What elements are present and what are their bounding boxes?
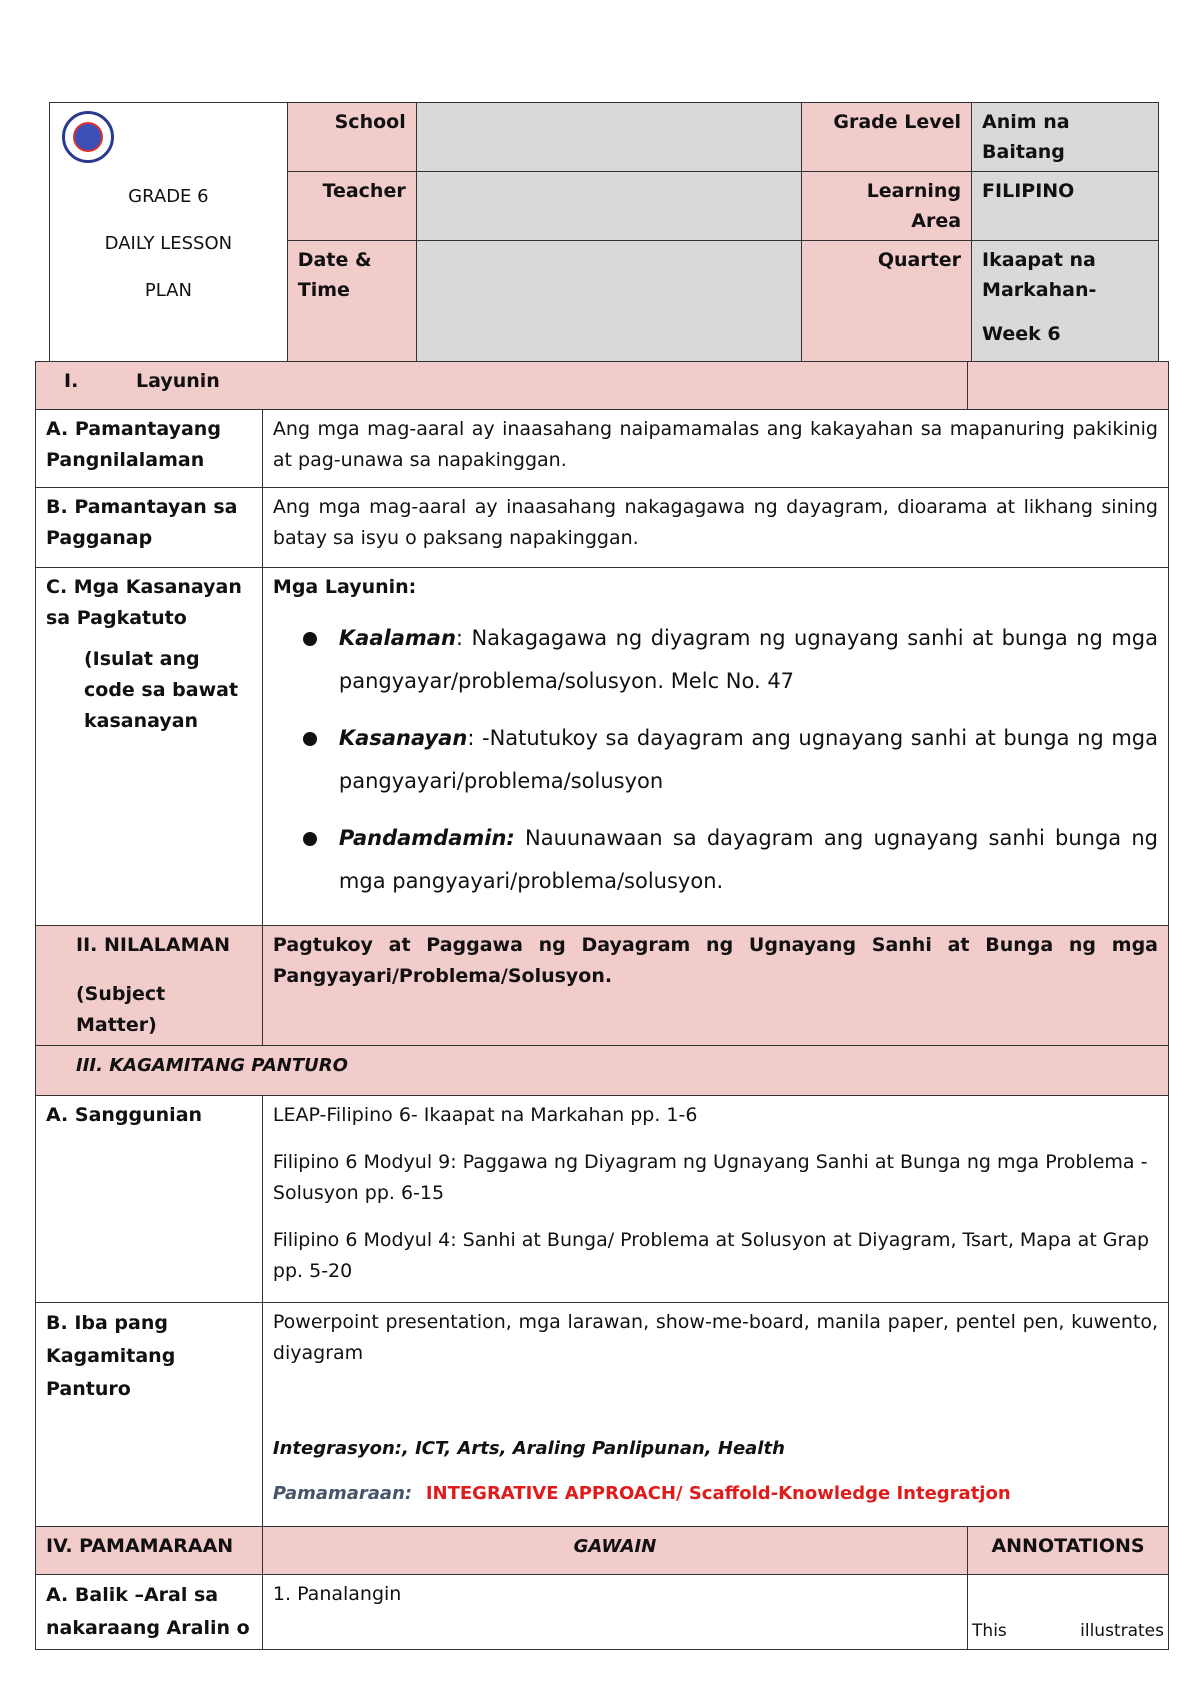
nilalaman-label-1: II. NILALAMAN xyxy=(76,934,231,956)
objective-item xyxy=(303,617,1158,703)
reference-item: Filipino 6 Modyul 4: Sanhi at Bunga/ Problema at Solusyon at Diyagram, Tsart, Mapa at Grap pp. 5-20 xyxy=(272,1229,1150,1282)
layunin-title: Layunin xyxy=(136,370,220,392)
reference-item: LEAP-Filipino 6- Ikaapat na Markahan pp. 1-6 xyxy=(272,1104,698,1126)
mga-layunin-heading: Mga Layunin: xyxy=(272,576,417,598)
iba-pang-kagamitan-label: B. Iba pang Kagamitang Panturo xyxy=(36,1303,263,1527)
grade-level-value: Anim na Baitang xyxy=(972,103,1159,172)
deped-seal-icon xyxy=(62,111,114,163)
plan-line1: DAILY LESSON xyxy=(104,233,233,254)
quarter-value xyxy=(972,241,1159,369)
bullet-icon xyxy=(303,632,317,646)
annotation-cell xyxy=(968,1575,1169,1650)
school-field[interactable] xyxy=(416,103,801,172)
teacher-label: Teacher xyxy=(287,172,416,241)
quarter-line1: Ikaapat na xyxy=(982,249,1096,271)
integrasyon-text: Integrasyon:, ICT, Arts, Araling Panlipunan, Health xyxy=(272,1438,785,1459)
iba-pang-kagamitan-content xyxy=(262,1303,1168,1527)
learning-area-value: FILIPINO xyxy=(972,172,1159,241)
kasanayan-content xyxy=(262,568,1168,926)
pamamaraan-label: Pamamaraan: xyxy=(272,1483,413,1504)
nilalaman-label xyxy=(36,926,263,1046)
quarter-label: Quarter xyxy=(802,241,972,369)
pamamaraan-header: IV. PAMAMARAAN xyxy=(36,1527,263,1575)
objective-term: Kaalaman xyxy=(338,626,456,650)
bullet-icon xyxy=(303,832,317,846)
kasanayan-label xyxy=(36,568,263,926)
objective-text: : Nakagagawa ng diyagram ng ugnayang sanhi at bunga ng mga pangyayar/problema/solusyon. Melc No. 47 xyxy=(338,626,1158,693)
layunin-num: I. xyxy=(64,370,79,392)
plan-title xyxy=(60,173,277,314)
date-label-1: Date & xyxy=(297,249,372,271)
quarter-line2: Markahan- xyxy=(982,279,1097,301)
date-time-field[interactable] xyxy=(416,241,801,369)
reference-item: Filipino 6 Modyul 9: Paggawa ng Diyagram ng Ugnayang Sanhi at Bunga ng mga Problema -Solusyon pp. 6-15 xyxy=(272,1151,1148,1204)
objective-text: : -Natutukoy sa dayagram ang ugnayang sanhi at bunga ng mga pangyayari/problema/solusyon xyxy=(338,726,1158,793)
pamamaraan-approach: INTEGRATIVE APPROACH/ Scaffold-Knowledge Integratjon xyxy=(425,1483,1011,1504)
sanggunian-list xyxy=(262,1096,1168,1303)
nilalaman-label-2: (Subject Matter) xyxy=(76,983,166,1036)
date-time-label xyxy=(287,241,416,369)
bullet-icon xyxy=(303,732,317,746)
teacher-field[interactable] xyxy=(416,172,801,241)
grade-text: GRADE 6 xyxy=(128,186,209,207)
plan-line2: PLAN xyxy=(144,280,192,301)
quarter-line3: Week 6 xyxy=(982,323,1061,345)
objective-item xyxy=(303,717,1158,803)
objective-term: Pandamdamin: xyxy=(338,826,515,850)
date-label-2: Time xyxy=(297,279,350,301)
layunin-header xyxy=(36,362,968,410)
gawain-header: GAWAIN xyxy=(262,1527,967,1575)
sanggunian-label: A. Sanggunian xyxy=(36,1096,263,1303)
objective-item xyxy=(303,817,1158,903)
kasanayan-label-1: C. Mga Kasanayan sa Pagkatuto xyxy=(46,576,242,629)
lesson-table xyxy=(35,361,1169,1650)
grade-level-label: Grade Level xyxy=(802,103,972,172)
kasanayan-label-2: (Isulat ang code sa bawat kasanayan xyxy=(84,648,239,732)
materials-text: Powerpoint presentation, mga larawan, show-me-board, manila paper, pentel pen, kuwento, diyagram xyxy=(272,1311,1158,1364)
objective-text: Nauunawaan sa dayagram ang ugnayang sanhi bunga ng mga pangyayari/problema/solusyon. xyxy=(338,826,1158,893)
pamantayan-sa-pagganap-label: B. Pamantayan sa Pagganap xyxy=(36,488,263,568)
balik-aral-label: A. Balik –Aral sa nakaraang Aralin o xyxy=(36,1575,263,1650)
nilalaman-text: Pagtukoy at Paggawa ng Dayagram ng Ugnayang Sanhi at Bunga ng mga Pangyayari/Problema/Solusyon. xyxy=(262,926,1168,1046)
pamantayan-sa-pagganap-text: Ang mga mag-aaral ay inaasahang nakagagawa ng dayagram, dioarama at likhang sining batay sa isyu o paksang napakinggan. xyxy=(262,488,1168,568)
annotation-word: illustrates xyxy=(1080,1621,1164,1641)
objective-term: Kasanayan xyxy=(338,726,468,750)
header-table xyxy=(49,102,1159,369)
kagamitan-header: III. KAGAMITANG PANTURO xyxy=(36,1046,1169,1096)
school-logo-cell xyxy=(50,103,288,369)
layunin-header-blank xyxy=(968,362,1169,410)
school-label: School xyxy=(287,103,416,172)
annotations-header: ANNOTATIONS xyxy=(968,1527,1169,1575)
balik-aral-text: 1. Panalangin xyxy=(262,1575,967,1650)
learning-area-label: Learning Area xyxy=(802,172,972,241)
pamantayang-pangnilalaman-text: Ang mga mag-aaral ay inaasahang naipamamalas ang kakayahan sa mapanuring pakikinig at pag-unawa sa napakinggan. xyxy=(262,410,1168,488)
annotation-word: This xyxy=(972,1621,1007,1641)
pamantayang-pangnilalaman-label: A. Pamantayang Pangnilalaman xyxy=(36,410,263,488)
